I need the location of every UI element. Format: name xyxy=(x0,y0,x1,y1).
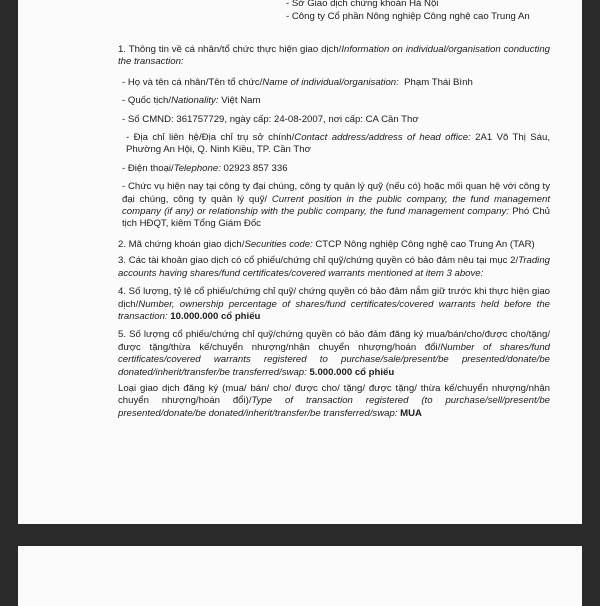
position-row: - Chức vụ hiện nay tại công ty đại chúng, công ty quản lý quỹ (nếu có) hoặc mối quan hệ với công ty đại chúng, công ty quản lý quỹ/ Current position in the public company, the fund management company (if any) or relationship with the public company, the fund management company: Phó Chủ tịch HĐQT, kiêm Tổng Giám Đốc xyxy=(122,181,551,230)
name-value: Phạm Thái Bình xyxy=(404,76,473,88)
section2: 2. Mã chứng khoán giao dịch/Securities code: CTCP Nông nghiệp Công nghệ cao Trung An (TAR) xyxy=(118,238,535,250)
securities-code-value: CTCP Nông nghiệp Công nghệ cao Trung An (TAR) xyxy=(315,238,535,250)
recipient-company: - Công ty Cổ phần Nông nghiệp Công nghệ cao Trung An xyxy=(286,11,530,22)
address-value: 2A1 Võ Thị Sáu, Phường An Hội, Q. Ninh Kiều, TP. Cần Thơ xyxy=(126,132,550,156)
phone-value: 02923 857 336 xyxy=(223,162,288,174)
holdings-before-value: 10.000.000 cổ phiếu xyxy=(170,310,261,322)
address-row: - Địa chỉ liên hệ/Địa chỉ trụ sở chính/Contact address/address of head office: 2A1 Võ Thị Sáu, Phường An Hội, Q. Ninh Kiều, TP. Cần Thơ xyxy=(126,132,550,156)
section5: 5. Số lượng cổ phiếu/chứng chỉ quỹ/chứng quyền có bảo đảm đăng ký mua/bán/cho/được cho/tặng/được tặng/thừa kế/chuyển nhượng/nhận chuyển nhượng/hoán đổi/Number of shares/fund certificates/covered warrants registered to purchase/sale/present/be presented/donate/be donated/inherit/transfer/be transferred/swap: 5.000.000 cổ phiếu xyxy=(118,329,550,378)
section1-title: 1. Thông tin về cá nhân/tổ chức thực hiện giao dịch/Information on individual/organisation conducting the transaction: xyxy=(118,44,550,68)
section3: 3. Các tài khoản giao dịch có cổ phiếu/chứng chỉ quỹ/chứng quyền có bảo đảm nêu tại mục 2/Trading accounts having shares/fund certificates/covered warrants mentioned at item 3 above: xyxy=(118,255,550,279)
document-body xyxy=(118,44,550,420)
position-value: Phó Chủ tịch HĐQT, kiêm Tổng Giám Đốc xyxy=(122,206,551,230)
nationality-value: Việt Nam xyxy=(221,95,261,107)
section4: 4. Số lượng, tỷ lệ cổ phiếu/chứng chỉ quỹ/ chứng quyền có bảo đảm nắm giữ trước khi thực hiện giao dịch/Number, ownership percentage of shares/fund certificates/covered warrants held before the transaction: 10.000.000 cổ phiếu xyxy=(118,286,550,322)
phone-row: - Điện thoại/Telephone: 02923 857 336 xyxy=(122,162,288,174)
nationality-row: - Quốc tịch/Nationality: Việt Nam xyxy=(122,95,261,107)
recipient-hnx: - Sở Giao dịch chứng khoán Hà Nội xyxy=(286,0,439,9)
document-page-2 xyxy=(18,546,582,606)
recipient-list xyxy=(286,0,530,23)
name-row: - Họ và tên cá nhân/Tên tổ chức/Name of individual/organisation: Phạm Thái Bình xyxy=(122,76,473,88)
transaction-type: Loại giao dịch đăng ký (mua/ bán/ cho/ được cho/ tặng/ được tặng/ thừa kế/chuyển nhượng/nhận chuyển nhượng/hoán đổi)/Type of transaction registered (to purchase/sell/present/be presented/donate/be donated/inherit/transfer/be transferred/swap: MUA xyxy=(118,382,550,419)
transaction-type-value: MUA xyxy=(400,407,422,419)
registered-quantity-value: 5.000.000 cổ phiếu xyxy=(309,366,395,378)
id-row: - Số CMND: 361757729, ngày cấp: 24-08-2007, nơi cấp: CA Cần Thơ xyxy=(122,113,419,125)
document-page-1 xyxy=(18,0,582,524)
